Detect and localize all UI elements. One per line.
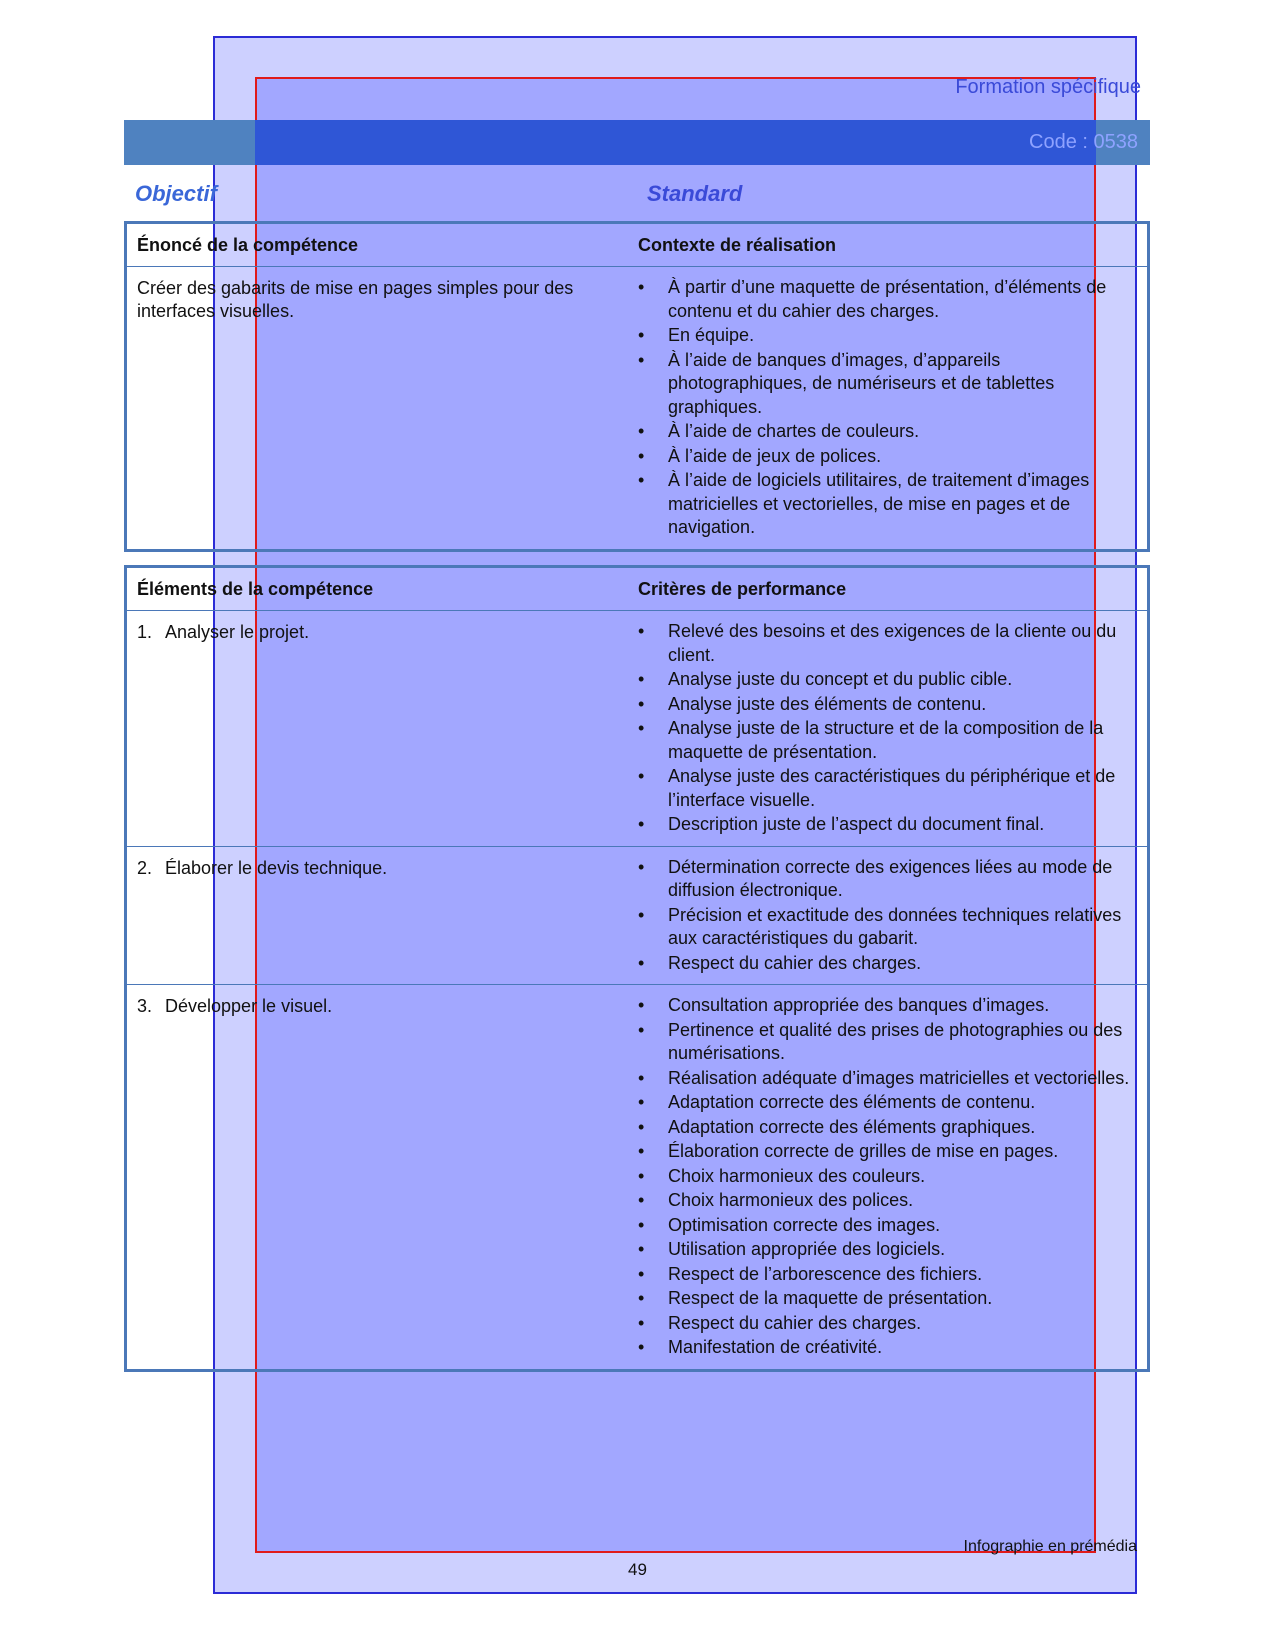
criteria-list xyxy=(638,994,1137,1360)
list-item: • Analyse juste du concept et du public cible. xyxy=(638,668,1137,692)
performance-rows xyxy=(127,611,1147,1369)
list-item: • Analyse juste des éléments de contenu. xyxy=(638,693,1137,717)
list-item: • Respect de la maquette de présentation. xyxy=(638,1287,1137,1311)
performance-table xyxy=(124,565,1150,1372)
context-list xyxy=(638,276,1137,540)
footer-program: Infographie en prémédia xyxy=(963,1538,1137,1555)
list-item: • À partir d’une maquette de présentation, d’éléments de contenu et du cahier des charges. xyxy=(638,276,1137,323)
element-label: Analyser le projet. xyxy=(165,622,310,642)
list-item: • Respect du cahier des charges. xyxy=(638,1312,1137,1336)
list-item: • À l’aide de jeux de polices. xyxy=(638,445,1137,469)
table-row xyxy=(127,985,1147,1369)
list-item: • Analyse juste de la structure et de la composition de la maquette de présentation. xyxy=(638,717,1137,764)
column-header-criteria: Critères de performance xyxy=(638,578,847,599)
competency-code: Code : 0538 xyxy=(1029,131,1138,153)
competency-table xyxy=(124,221,1150,552)
element-number: 1. xyxy=(137,622,153,642)
table-row xyxy=(127,847,1147,986)
element-label: Élaborer le devis technique. xyxy=(165,857,388,878)
element-number: 3. xyxy=(137,996,153,1016)
list-item: • Description juste de l’aspect du document final. xyxy=(638,813,1137,837)
objectif-heading: Objectif xyxy=(135,181,217,206)
list-item: • Respect de l’arborescence des fichiers. xyxy=(638,1263,1137,1287)
list-item: • Pertinence et qualité des prises de photographies ou des numérisations. xyxy=(638,1019,1137,1066)
header-subtitle: Formation spécifique xyxy=(955,76,1141,98)
element-label: Développer le visuel. xyxy=(165,996,333,1016)
list-item: • Adaptation correcte des éléments de contenu. xyxy=(638,1091,1137,1115)
element-number: 2. xyxy=(137,857,153,878)
list-item: • Choix harmonieux des polices. xyxy=(638,1189,1137,1213)
table-row xyxy=(127,267,1147,549)
list-item: • Élaboration correcte de grilles de mise en pages. xyxy=(638,1140,1137,1164)
list-item: • Réalisation adéquate d’images matricielles et vectorielles. xyxy=(638,1067,1137,1091)
code-bar-highlight xyxy=(255,120,1096,165)
list-item: • Analyse juste des caractéristiques du périphérique et de l’interface visuelle. xyxy=(638,765,1137,812)
list-item: • À l’aide de chartes de couleurs. xyxy=(638,420,1137,444)
list-item: • En équipe. xyxy=(638,324,1137,348)
standard-heading: Standard xyxy=(647,181,743,206)
table-header xyxy=(127,568,1147,611)
list-item: • Adaptation correcte des éléments graphiques. xyxy=(638,1116,1137,1140)
table-row xyxy=(127,611,1147,847)
column-header-elements: Éléments de la compétence xyxy=(137,578,374,599)
criteria-list xyxy=(638,620,1137,837)
list-item: • Relevé des besoins et des exigences de la cliente ou du client. xyxy=(638,620,1137,667)
list-item: • Utilisation appropriée des logiciels. xyxy=(638,1238,1137,1262)
list-item: • Manifestation de créativité. xyxy=(638,1336,1137,1360)
list-item: • À l’aide de logiciels utilitaires, de traitement d’images matricielles et vectorielles, de mise en pages et de navigation. xyxy=(638,469,1137,540)
table-header xyxy=(127,224,1147,267)
list-item: • Précision et exactitude des données techniques relatives aux caractéristiques du gabarit. xyxy=(638,904,1137,951)
list-item: • Respect du cahier des charges. xyxy=(638,952,1137,976)
list-item: • Optimisation correcte des images. xyxy=(638,1214,1137,1238)
list-item: • Consultation appropriée des banques d’images. xyxy=(638,994,1137,1018)
list-item: • Détermination correcte des exigences liées au mode de diffusion électronique. xyxy=(638,856,1137,903)
competency-statement: Créer des gabarits de mise en pages simples pour des interfaces visuelles. xyxy=(137,278,574,321)
list-item: • À l’aide de banques d’images, d’appareils photographiques, de numériseurs et de tablettes graphiques. xyxy=(638,349,1137,420)
column-header-context: Contexte de réalisation xyxy=(638,234,837,255)
page-number: 49 xyxy=(628,1560,647,1579)
list-item: • Choix harmonieux des couleurs. xyxy=(638,1165,1137,1189)
criteria-list xyxy=(638,856,1137,976)
column-header-statement: Énoncé de la compétence xyxy=(137,234,359,255)
